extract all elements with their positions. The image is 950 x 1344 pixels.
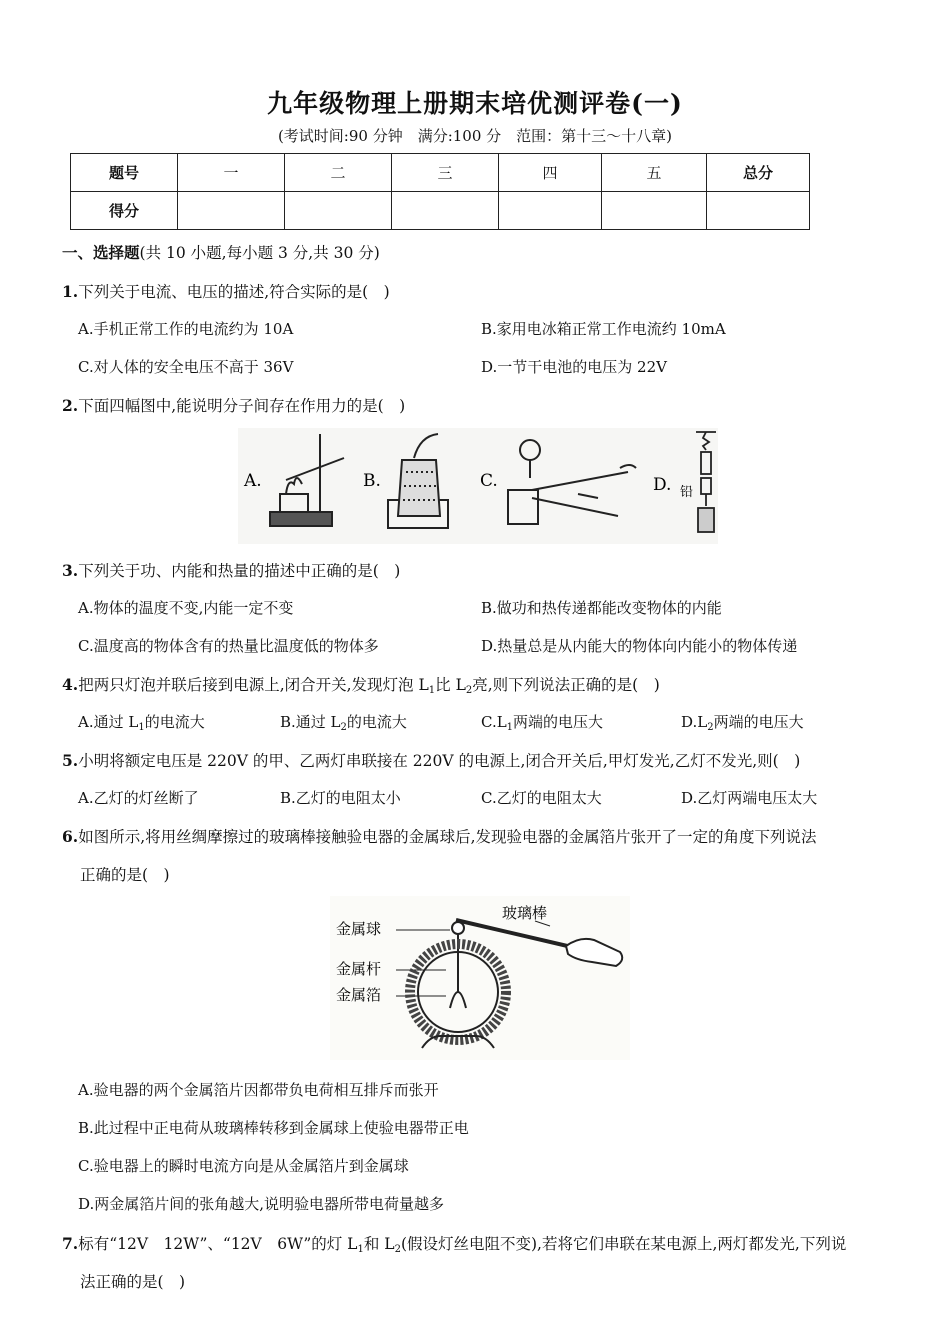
label-glass-rod: 玻璃棒 [502, 904, 548, 922]
question-5 [62, 749, 800, 771]
question-number: 5. [62, 751, 79, 770]
question-6 [62, 825, 817, 847]
question-number: 7. [62, 1234, 79, 1253]
option-text: B.通过 L [280, 713, 341, 731]
option-text: 两端的电压大 [513, 713, 604, 731]
option-c: C.对人体的安全电压不高于 36V [78, 358, 294, 376]
option-a: A.物体的温度不变,内能一定不变 [78, 599, 294, 617]
option-d: D.一节干电池的电压为 22V [481, 358, 667, 376]
label-metal-ball: 金属球 [336, 920, 382, 938]
electroscope-figure [330, 896, 630, 1060]
score-header-cell: 三 [392, 154, 499, 192]
question-6-line2: 正确的是( ) [80, 866, 170, 884]
option-a: A.验电器的两个金属箔片因都带负电荷相互排斥而张开 [78, 1081, 439, 1099]
subscript: 1 [428, 685, 436, 696]
question-7-line2: 法正确的是( ) [80, 1273, 186, 1291]
subscript: 2 [394, 1244, 401, 1255]
question-stem-part: 和 L [363, 1235, 395, 1253]
option-c: C.验电器上的瞬时电流方向是从金属箔片到金属球 [78, 1157, 409, 1175]
question-number: 1. [62, 282, 79, 301]
figure-label-d: D. [653, 475, 672, 495]
score-table-score-row [71, 192, 810, 230]
question-stem-part: 亮,则下列说法正确的是( ) [472, 676, 660, 694]
score-header-cell: 题号 [71, 154, 178, 192]
question-number: 2. [62, 396, 79, 415]
question-stem-part: 比 L [435, 676, 466, 694]
question-number: 4. [62, 675, 79, 694]
subscript: 1 [506, 722, 514, 733]
option-b: B.家用电冰箱正常工作电流约 10mA [481, 320, 726, 338]
score-cell[interactable] [285, 192, 392, 230]
subscript: 1 [138, 722, 145, 733]
question-7 [62, 1232, 846, 1255]
subscript: 2 [465, 685, 473, 696]
option-text: A.通过 L [78, 713, 139, 731]
option-d: D.乙灯两端电压太大 [681, 789, 818, 807]
score-header-cell: 二 [285, 154, 392, 192]
section-label: 一、选择题 [62, 243, 140, 262]
score-header-cell: 总分 [707, 154, 810, 192]
question-stem: 如图所示,将用丝绸摩擦过的玻璃棒接触验电器的金属球后,发现验电器的金属箔片张开了一定的角度下列说法 [78, 828, 817, 846]
option-b: B.此过程中正电荷从玻璃棒转移到金属球上使验电器带正电 [78, 1119, 469, 1137]
figure-label-a: A. [244, 471, 262, 491]
option-text: C.L [481, 713, 507, 731]
option-d: D.热量总是从内能大的物体向内能小的物体传递 [481, 637, 798, 655]
label-metal-foil: 金属箔 [336, 986, 382, 1004]
question-stem: 下列关于电流、电压的描述,符合实际的是( ) [78, 283, 390, 301]
score-cell[interactable] [178, 192, 285, 230]
option-text: D.L [681, 713, 708, 731]
question-number: 6. [62, 827, 79, 846]
score-header-cell: 五 [602, 154, 707, 192]
score-cell[interactable] [499, 192, 602, 230]
lead-label: 铅 [680, 485, 694, 500]
question-4 [62, 673, 660, 696]
option-text: 的电流大 [144, 713, 205, 731]
question-2 [62, 394, 405, 416]
score-table [70, 153, 810, 230]
option-a [78, 711, 205, 733]
section-heading [62, 241, 380, 263]
subscript: 1 [357, 1244, 364, 1255]
option-b: B.做功和热传递都能改变物体的内能 [481, 599, 722, 617]
option-d: D.两金属箔片间的张角越大,说明验电器所带电荷量越多 [78, 1195, 445, 1213]
section-desc: (共 10 小题,每小题 3 分,共 30 分) [139, 244, 380, 262]
question-1 [62, 280, 390, 302]
score-header-cell: 一 [178, 154, 285, 192]
option-d [681, 711, 804, 733]
option-b [280, 711, 407, 733]
question-3 [62, 559, 400, 581]
question-stem: 小明将额定电压是 220V 的甲、乙两灯串联接在 220V 的电源上,闭合开关后,甲灯发光,乙灯不发光,则( ) [78, 752, 801, 770]
option-a: A.手机正常工作的电流约为 10A [78, 320, 294, 338]
option-b: B.乙灯的电阻太小 [280, 789, 401, 807]
figure-label-c: C. [480, 471, 498, 491]
score-cell[interactable] [392, 192, 499, 230]
page-title: 九年级物理上册期末培优测评卷(一) [267, 89, 683, 118]
subscript: 2 [707, 722, 714, 733]
molecular-force-figures [238, 428, 718, 544]
option-c [481, 711, 603, 733]
question-stem-part: 标有“12V 12W”、“12V 6W”的灯 L [78, 1235, 358, 1253]
option-text: 两端的电压大 [713, 713, 804, 731]
score-row-label: 得分 [71, 192, 178, 230]
question-stem: 下面四幅图中,能说明分子间存在作用力的是( ) [78, 397, 406, 415]
score-header-cell: 四 [499, 154, 602, 192]
option-c: C.温度高的物体含有的热量比温度低的物体多 [78, 637, 379, 655]
question-stem: 下列关于功、内能和热量的描述中正确的是( ) [78, 562, 401, 580]
score-cell[interactable] [707, 192, 810, 230]
score-table-header-row [71, 154, 810, 192]
question-stem-part: (假设灯丝电阻不变),若将它们串联在某电源上,两灯都发光,下列说 [400, 1235, 847, 1253]
figure-label-b: B. [363, 471, 381, 491]
option-a: A.乙灯的灯丝断了 [78, 789, 199, 807]
option-c: C.乙灯的电阻太大 [481, 789, 602, 807]
exam-info: (考试时间:90 分钟 满分:100 分 范围：第十三～十八章) [277, 127, 673, 145]
score-cell[interactable] [602, 192, 707, 230]
option-text: 的电流大 [346, 713, 407, 731]
label-metal-rod: 金属杆 [336, 960, 382, 978]
question-stem-part: 把两只灯泡并联后接到电源上,闭合开关,发现灯泡 L [78, 676, 429, 694]
question-number: 3. [62, 561, 79, 580]
subscript: 2 [340, 722, 347, 733]
